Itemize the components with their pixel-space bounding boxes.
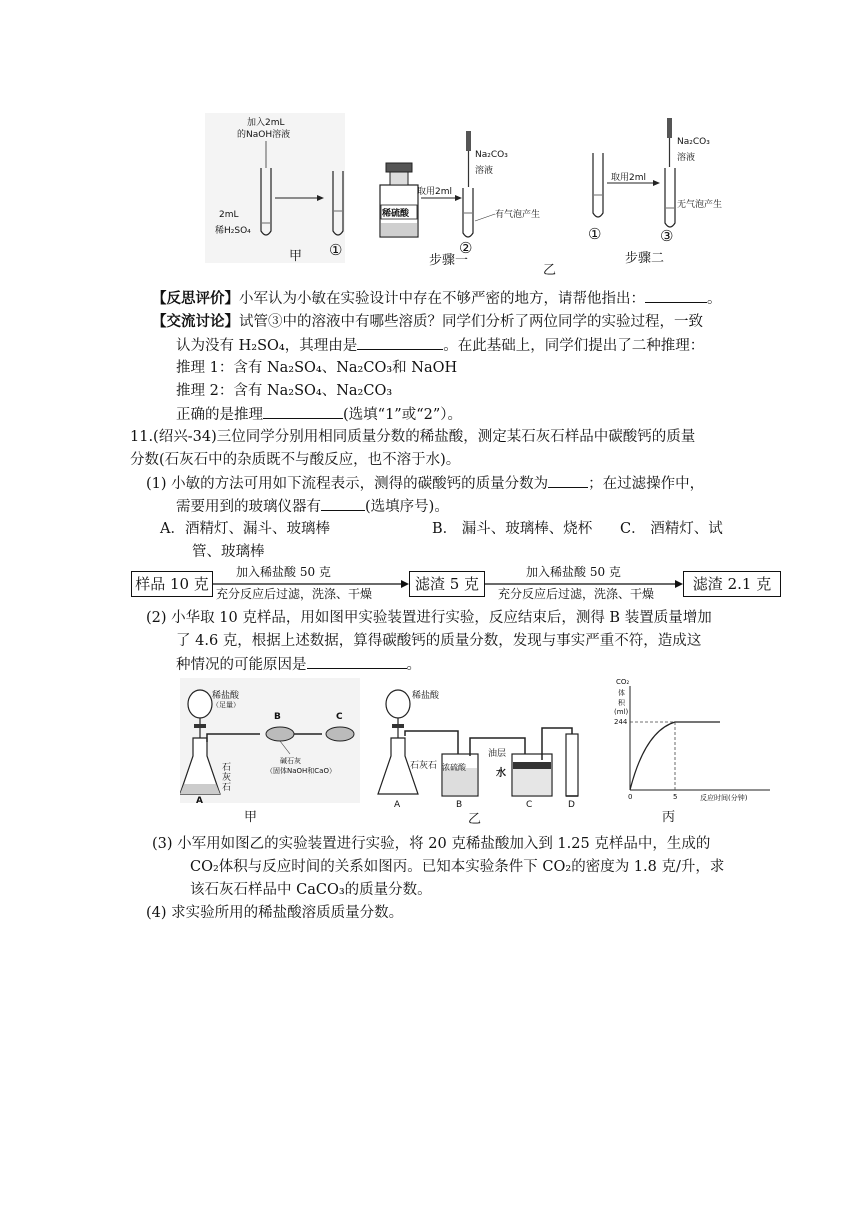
label-a2: A bbox=[394, 800, 401, 810]
reflect-blank[interactable] bbox=[645, 287, 707, 303]
p2-line-3 bbox=[176, 653, 421, 676]
water-layer bbox=[513, 769, 551, 795]
label-d2: D bbox=[568, 800, 575, 810]
jia-top-label-2: 的NaOH溶液 bbox=[237, 130, 291, 140]
na2co3-1: Na₂CO₃ bbox=[475, 150, 508, 160]
p2-line3b: 。 bbox=[406, 657, 421, 673]
option-a: A．酒精灯、漏斗、玻璃棒 bbox=[160, 521, 330, 537]
discuss-line-1 bbox=[152, 311, 703, 333]
limestone-3: 石 bbox=[222, 783, 232, 793]
jia-tube-label-2: 稀H₂SO₄ bbox=[215, 226, 251, 236]
flow-box-sample: 样品 10 克 bbox=[131, 571, 213, 597]
reflect-label: 【反思评价】 bbox=[152, 290, 239, 307]
bing-caption: 丙 bbox=[662, 810, 676, 825]
inference-2: 推理 2：含有 Na₂SO₄、Na₂CO₃ bbox=[176, 383, 393, 399]
step2-label: 步骤二 bbox=[625, 251, 665, 266]
p3-line-1: (3) 小军用如图乙的实验装置进行实验，将 20 克稀盐酸加入到 1.25 克样品中，生成的 bbox=[152, 836, 711, 852]
discuss-line2a: 认为没有 H₂SO₄，其理由是 bbox=[176, 338, 358, 354]
bubble-leader bbox=[475, 214, 495, 221]
solution-2: 溶液 bbox=[677, 153, 696, 163]
option-c-1: C． 酒精灯、试 bbox=[620, 521, 723, 537]
limestone-label-b: 石灰石 bbox=[410, 761, 438, 771]
num-1b: ① bbox=[588, 225, 602, 243]
discuss-label: 【交流讨论】 bbox=[152, 313, 239, 330]
take-2ml-1: 取用2ml bbox=[417, 187, 452, 197]
apparatus-diagram bbox=[180, 676, 780, 826]
bottle-liquid bbox=[381, 223, 417, 236]
reflect-line bbox=[152, 287, 722, 310]
bubbles-no: 无气泡产生 bbox=[677, 200, 723, 210]
oil-layer bbox=[513, 762, 551, 769]
limestone-1: 石 bbox=[222, 763, 232, 773]
p2-line-2: 了 4.6 克，根据上述数据，算得碳酸钙的质量分数，发现与事实严重不符，造成这 bbox=[176, 633, 702, 649]
reflect-end: 。 bbox=[707, 291, 722, 307]
graph-tick-5: 5 bbox=[673, 793, 678, 801]
graph-ylabel-4: (ml) bbox=[614, 708, 629, 716]
dropper-bulb-2 bbox=[667, 118, 672, 138]
flow-arrow-2-top: 加入稀盐酸 50 克 bbox=[526, 565, 621, 579]
water-label: 水 bbox=[496, 768, 506, 779]
step1-label: 步骤一 bbox=[429, 253, 469, 268]
discuss-line-2 bbox=[176, 334, 704, 357]
soda-lime-label: 碱石灰 bbox=[280, 757, 301, 765]
jia-caption: 甲 bbox=[289, 249, 303, 264]
cylinder-d bbox=[566, 734, 578, 796]
discuss-line2b: 。在此基础上，同学们提出了二种推理： bbox=[443, 338, 705, 354]
option-c-2: 管、玻璃棒 bbox=[192, 544, 265, 560]
num-2: ② bbox=[459, 239, 473, 257]
a-label: A bbox=[196, 796, 203, 806]
discuss-text: 试管③中的溶液中有哪些溶质？同学们分析了两位同学的实验过程，一致 bbox=[239, 314, 703, 330]
drying-tube-c bbox=[326, 727, 354, 741]
p2-line3a: 种情况的可能原因是 bbox=[176, 657, 307, 673]
q11-p1-line-1 bbox=[146, 472, 704, 495]
graph-xlabel: 反应时间(分钟) bbox=[700, 794, 748, 802]
tube-1b bbox=[593, 153, 603, 217]
flow-box-residue-1: 滤渣 5 克 bbox=[409, 571, 485, 597]
b-label: B bbox=[274, 712, 281, 722]
glassware-blank[interactable] bbox=[321, 495, 365, 511]
flow-arrow-2-bottom: 充分反应后过滤，洗涤、干燥 bbox=[498, 587, 655, 601]
take-2ml-2: 取用2ml bbox=[611, 173, 646, 183]
tube-2 bbox=[463, 188, 473, 237]
option-b: B． 漏斗、玻璃棒、烧杯 bbox=[432, 521, 593, 537]
num-1: ① bbox=[329, 241, 343, 259]
bubbles-yes: 有气泡产生 bbox=[495, 210, 541, 220]
p1-d: (选填序号)。 bbox=[365, 499, 449, 515]
flow-arrow-1-bottom: 充分反应后过滤，洗涤、干燥 bbox=[216, 587, 373, 601]
acid-label-1b: （足量） bbox=[212, 701, 240, 709]
graph-tick-0: 0 bbox=[628, 793, 633, 801]
p1-b: ；在过滤操作中， bbox=[588, 476, 705, 492]
correct-a: 正确的是推理 bbox=[176, 407, 263, 423]
flow-arrowhead-1 bbox=[401, 580, 409, 588]
jia-top-label-1: 加入2mL bbox=[247, 118, 285, 128]
dropper-bulb-1 bbox=[466, 131, 471, 151]
p3-line-2: CO₂体积与反应时间的关系如图丙。已知本实验条件下 CO₂的密度为 1.8 克/升，求 bbox=[190, 859, 725, 875]
oil-label: 油层 bbox=[488, 749, 507, 759]
q11-line-2: 分数(石灰石中的杂质既不与酸反应，也不溶于水)。 bbox=[130, 452, 461, 468]
stopcock-1 bbox=[194, 724, 206, 728]
acid-label-2: 稀盐酸 bbox=[412, 691, 440, 701]
reflect-text: 小军认为小敏在实验设计中存在不够严密的地方，请帮他指出： bbox=[239, 291, 645, 307]
bottle-stopper bbox=[386, 163, 412, 172]
label-b2: B bbox=[456, 800, 463, 810]
na2co3-2: Na₂CO₃ bbox=[677, 137, 710, 147]
step1-arrowhead bbox=[455, 195, 462, 201]
reason2-blank[interactable] bbox=[307, 653, 407, 669]
graph-ylabel-3: 积 bbox=[618, 699, 625, 707]
flow-arrow-1-top: 加入稀盐酸 50 克 bbox=[236, 565, 331, 579]
funnel-bulb-1 bbox=[188, 690, 212, 718]
num-3: ③ bbox=[660, 227, 674, 245]
tube-3 bbox=[665, 168, 675, 227]
label-c2: C bbox=[526, 800, 533, 810]
flask-a-solid bbox=[180, 784, 220, 794]
correct-b: (选填“1”或“2”）。 bbox=[343, 407, 463, 423]
percent-blank[interactable] bbox=[548, 472, 588, 488]
graph-ylabel-2: 体 bbox=[618, 689, 625, 697]
bottle-label: 稀硫酸 bbox=[382, 209, 410, 219]
correct-blank[interactable] bbox=[263, 403, 343, 419]
graph-tick-244: 244 bbox=[614, 718, 628, 726]
stopcock-2 bbox=[392, 724, 404, 728]
flow-box-residue-2: 滤渣 2.1 克 bbox=[683, 571, 781, 597]
p2-line-1: (2) 小华取 10 克样品，用如图甲实验装置进行实验，反应结束后，测得 B 装置质量增加 bbox=[146, 610, 712, 626]
c-label: C bbox=[336, 712, 343, 722]
flow-arrowhead-2 bbox=[675, 580, 683, 588]
p4-line-1: (4) 求实验所用的稀盐酸溶质质量分数。 bbox=[146, 905, 404, 921]
conc-acid-label: 浓硫酸 bbox=[442, 763, 466, 772]
drying-tube-b bbox=[266, 727, 294, 741]
reason-blank[interactable] bbox=[357, 334, 443, 350]
yi-caption-2: 乙 bbox=[468, 812, 482, 827]
acid-label-1: 稀盐酸 bbox=[212, 691, 240, 701]
figure-test-tubes bbox=[205, 113, 723, 278]
yi-caption: 乙 bbox=[543, 263, 557, 278]
p1-a: (1) 小敏的方法可用如下流程表示，测得的碳酸钙的质量分数为 bbox=[146, 476, 549, 492]
jia-tube-label-1: 2mL bbox=[219, 210, 239, 220]
q11-line-1: 11.(绍兴-34)三位同学分别用相同质量分数的稀盐酸，测定某石灰石样品中碳酸钙的质量 bbox=[130, 429, 696, 445]
p3-line-3: 该石灰石样品中 CaCO₃的质量分数。 bbox=[190, 882, 432, 898]
bottle-neck bbox=[390, 171, 408, 185]
correct-line bbox=[176, 403, 462, 426]
step2-arrowhead bbox=[653, 180, 660, 186]
figure-apparatus bbox=[180, 676, 780, 826]
graph-ylabel-1: CO₂ bbox=[616, 678, 630, 686]
solution-1: 溶液 bbox=[475, 166, 494, 176]
p1-c: 需要用到的玻璃仪器有 bbox=[176, 499, 321, 515]
inference-1: 推理 1：含有 Na₂SO₄、Na₂CO₃和 NaOH bbox=[176, 360, 458, 376]
q11-p1-line-2 bbox=[176, 495, 449, 518]
soda-lime-label-2: （固体NaOH和CaO） bbox=[266, 767, 336, 775]
limestone-2: 灰 bbox=[222, 773, 232, 783]
funnel-bulb-2 bbox=[386, 690, 410, 718]
jia-caption-2: 甲 bbox=[244, 810, 258, 825]
